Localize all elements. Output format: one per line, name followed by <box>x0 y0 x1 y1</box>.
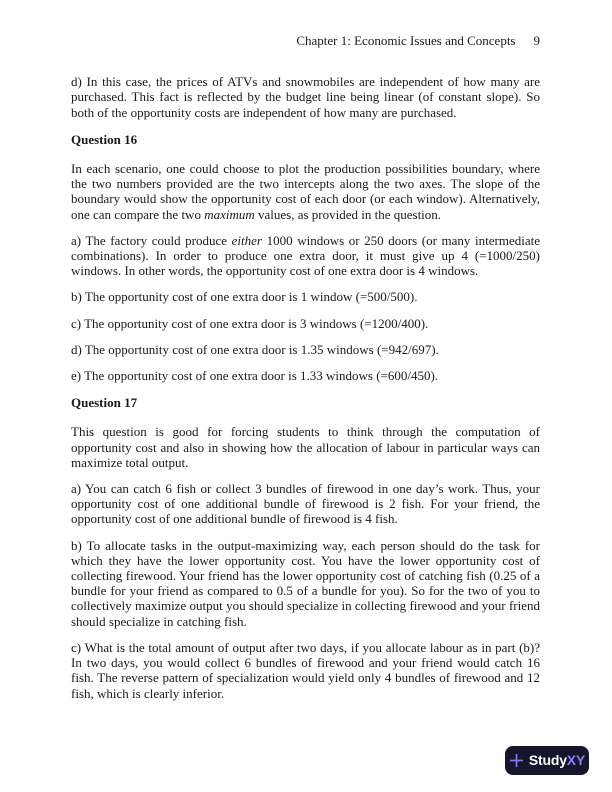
q16-answer-b: b) The opportunity cost of one extra door is 1 window (=500/500). <box>71 289 418 305</box>
q17-intro-paragraph: This question is good for forcing students to think through the computation of opportunity cost and also in showing how the allocation of labour in particular ways can maximize total output. <box>71 424 540 470</box>
q17-answer-c: c) What is the total amount of output after two days, if you allocate labour as in part (b)? In two days, you would collect 6 bundles of firewood and your friend would catch 16 fish. The reverse pattern of specialization would yield only 4 bundles of firewood and 12 fish, which is clearly inferior. <box>71 639 540 701</box>
brand-wordmark <box>529 753 585 768</box>
text-run: a) The factory could produce <box>71 232 232 248</box>
question-16-heading: Question 16 <box>71 131 138 147</box>
q16-answer-d: d) The opportunity cost of one extra door is 1.35 windows (=942/697). <box>71 341 439 357</box>
text-run: In each scenario, one could choose to plot the production possibilities boundary, where the two numbers provided are the two intercepts along the two axes. The slope of the boundary would show the opportunity cost of each door (or each window). Alternatively, one can compare the two <box>71 161 540 222</box>
brand-accent-text: XY <box>566 751 586 768</box>
q16-answer-c: c) The opportunity cost of one extra door is 3 windows (=1200/400). <box>71 315 429 331</box>
running-header <box>71 33 540 48</box>
text-run: 1000 windows or 250 doors (or many intermediate combinations). In order to produce one extra door, it must give up 4 (=1000/250) windows. In other words, the opportunity cost of one extra door is 4 windows. <box>71 232 540 279</box>
studyxy-logo <box>505 746 589 775</box>
q16-answer-e: e) The opportunity cost of one extra door is 1.33 windows (=600/450). <box>71 368 439 384</box>
plus-icon <box>509 753 524 768</box>
q16-intro-paragraph <box>71 161 540 222</box>
text-run: values, as provided in the question. <box>254 206 442 222</box>
text-run-italic: maximum <box>204 206 255 222</box>
page-number: 9 <box>533 33 540 48</box>
text-run-italic: either <box>231 232 262 248</box>
q16-answer-a <box>71 233 540 279</box>
question-17-heading: Question 17 <box>71 395 138 411</box>
brand-primary-text: Study <box>528 751 567 768</box>
running-head-title: Chapter 1: Economic Issues and Concepts <box>296 33 516 48</box>
q17-answer-b: b) To allocate tasks in the output-maximizing way, each person should do the task for which they have the lower opportunity cost. You have the lower opportunity cost of collecting firewood. Your friend has the lower opportunity cost of catching fish (0.25 of a bundle for your friend as compared to 0.5 of a bundle for you). So for the two of you to collectively maximize output you should specialize in collecting firewood and your friend should specialize in catching fish. <box>71 537 540 629</box>
q17-answer-a: a) You can catch 6 fish or collect 3 bundles of firewood in one day’s work. Thus, your opportunity cost of one additional bundle of firewood is 2 fish. For your friend, the opportunity cost of one additional bundle of firewood is 4 fish. <box>71 481 540 527</box>
paragraph-answer-d-prev-question: d) In this case, the prices of ATVs and snowmobiles are independent of how many are purchased. This fact is reflected by the budget line being linear (of constant slope). So both of the opportunity costs are independent of how many are purchased. <box>71 74 540 120</box>
